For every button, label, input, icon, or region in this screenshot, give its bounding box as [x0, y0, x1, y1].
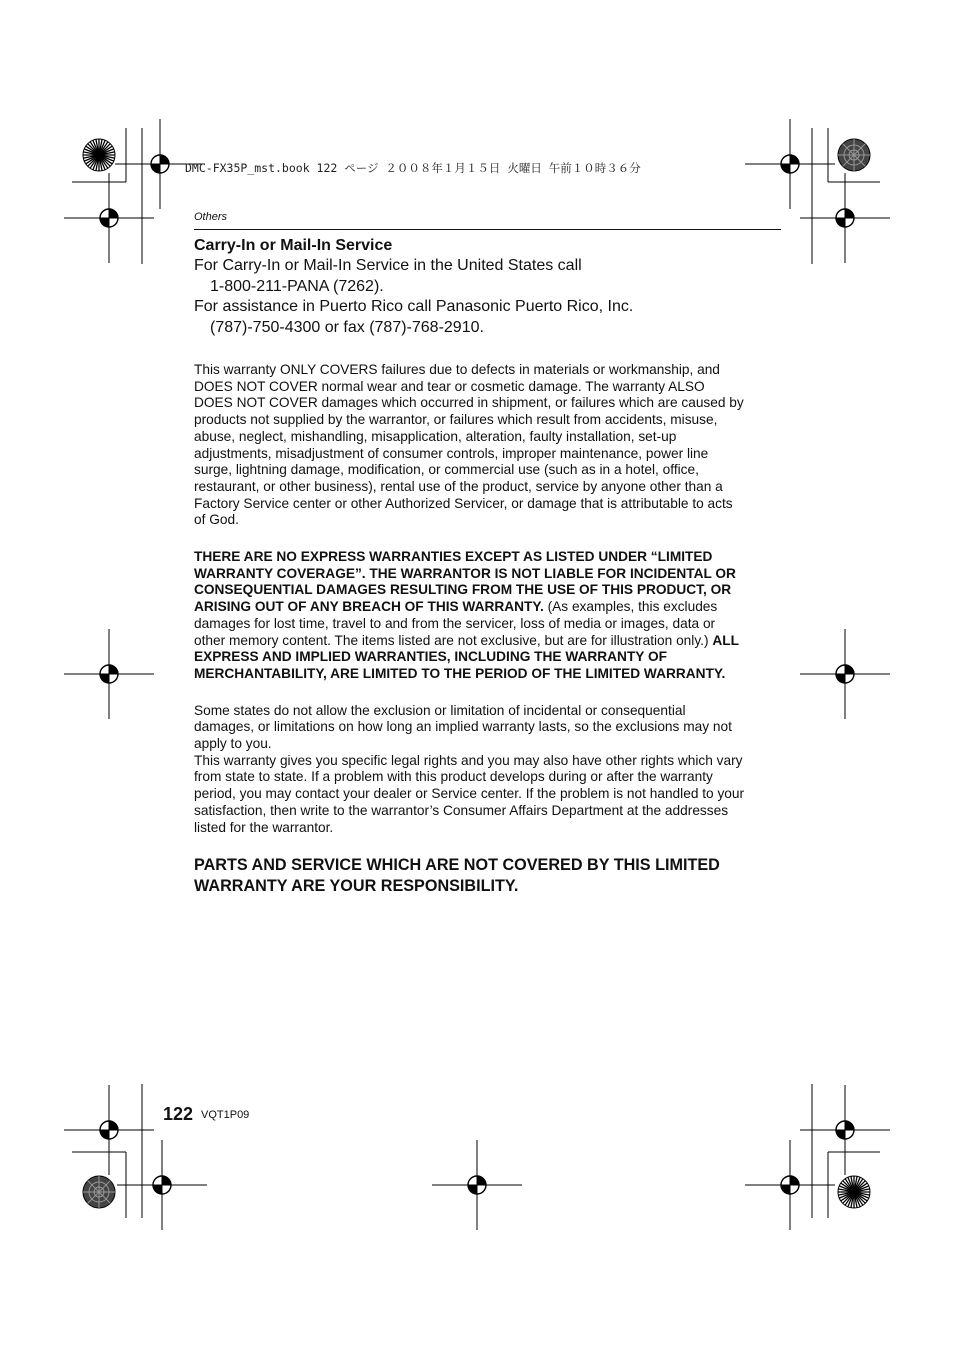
file-info-line: DMC-FX35P_mst.book 122 ページ ２００８年１月１５日 火曜日 午前１０時３６分 — [185, 161, 641, 175]
text-line: restaurant, or other business), rental use of the product, service by anyone other than a — [194, 478, 723, 494]
state-rights-paragraph — [194, 703, 784, 837]
section-label: Others — [194, 211, 228, 223]
text-line: damages, or limitations on how long an implied warranty lasts, so the exclusions may not — [194, 719, 732, 735]
text-line: DOES NOT COVER normal wear and tear or cosmetic damage. The warranty ALSO — [194, 378, 705, 394]
text-line: products not supplied by the warrantor, or failures which result from accidents, misuse, — [194, 412, 718, 428]
text-line: DOES NOT COVER damages which occurred in shipment, or failures which are caused by — [194, 395, 744, 411]
bold-run: ALL — [712, 632, 739, 648]
text-line: MERCHANTABILITY, ARE LIMITED TO THE PERIOD OF THE LIMITED WARRANTY. — [194, 665, 726, 681]
text-line: This warranty gives you specific legal rights and you may also have other rights which vary — [194, 752, 743, 768]
header-rule — [194, 229, 781, 230]
text-line: apply to you. — [194, 736, 272, 752]
normal-run: other memory content. The items listed are not exclusive, but are for illustration only.) — [194, 632, 713, 648]
text-line: Factory Service center or other Authorized Servicer, or damage that is attributable to acts — [194, 495, 733, 511]
text-line: surge, lightning damage, modification, or commercial use (such as in a hotel, office, — [194, 462, 699, 478]
text-line: damages for lost time, travel to and from the servicer, loss of media or images, data or — [194, 615, 716, 631]
text-line — [194, 599, 784, 616]
responsibility-statement — [194, 855, 784, 896]
text-line: THERE ARE NO EXPRESS WARRANTIES EXCEPT AS LISTED UNDER “LIMITED — [194, 549, 713, 565]
text-line: from state to state. If a problem with this product develops during or after the warranty — [194, 769, 713, 785]
text-line: period, you may contact your dealer or Service center. If the problem is not handled to your — [194, 786, 745, 802]
page-number: 122 — [163, 1104, 194, 1124]
text-line: EXPRESS AND IMPLIED WARRANTIES, INCLUDING THE WARRANTY OF — [194, 649, 667, 665]
service-pr-phone: (787)-750-4300 or fax (787)-768-2910. — [210, 318, 484, 336]
service-pr-line: For assistance in Puerto Rico call Panasonic Puerto Rico, Inc. — [194, 298, 634, 315]
text-line: This warranty ONLY COVERS failures due to defects in materials or workmanship, and — [194, 362, 720, 377]
express-warranty-paragraph — [194, 549, 784, 683]
text-line: PARTS AND SERVICE WHICH ARE NOT COVERED BY THIS LIMITED — [194, 856, 720, 875]
text-line: abuse, neglect, mishandling, misapplication, alteration, faulty installation, set-up — [194, 428, 677, 444]
text-line: of God. — [194, 512, 239, 528]
text-line: listed for the warrantor. — [194, 819, 334, 835]
text-line: adjustments, misadjustment of consumer controls, improper maintenance, power line — [194, 445, 709, 461]
service-heading: Carry-In or Mail-In Service — [194, 237, 393, 254]
service-us-line: For Carry-In or Mail-In Service in the United States call — [194, 257, 582, 274]
text-line: satisfaction, then write to the warrantor’s Consumer Affairs Department at the addresses — [194, 802, 729, 818]
text-line: WARRANTY ARE YOUR RESPONSIBILITY. — [194, 876, 519, 895]
normal-run: (As examples, this excludes — [543, 599, 718, 615]
service-us-phone: 1-800-211-PANA (7262). — [210, 277, 384, 295]
warranty-coverage-paragraph — [194, 362, 784, 529]
text-line: WARRANTY COVERAGE”. THE WARRANTOR IS NOT LIABLE FOR INCIDENTAL OR — [194, 565, 736, 581]
document-code: VQT1P09 — [201, 1109, 250, 1121]
text-line — [194, 633, 784, 650]
page-content — [194, 236, 784, 896]
text-line: Some states do not allow the exclusion or limitation of incidental or consequential — [194, 702, 686, 718]
text-line: CONSEQUENTIAL DAMAGES RESULTING FROM THE USE OF THIS PRODUCT, OR — [194, 582, 732, 598]
bold-run: ARISING OUT OF ANY BREACH OF THIS WARRANTY. — [194, 599, 544, 615]
